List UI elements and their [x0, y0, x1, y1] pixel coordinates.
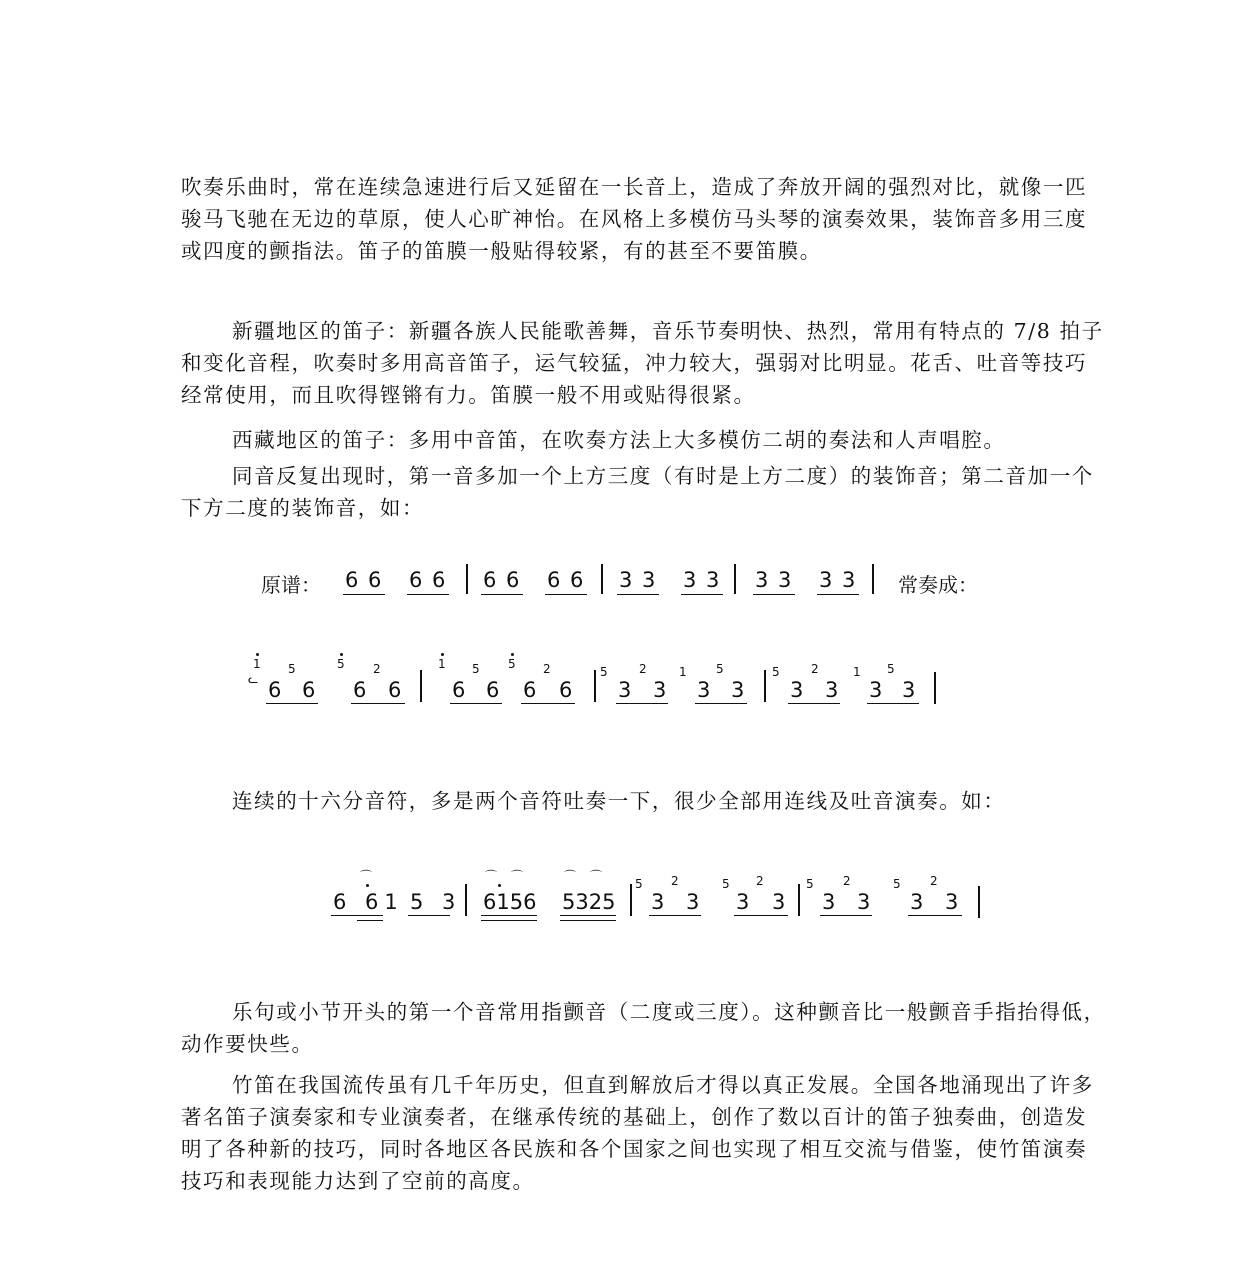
- note: 6: [547, 568, 561, 592]
- note: 6: [483, 568, 497, 592]
- paragraph-tibet: 西藏地区的笛子：多用中音笛，在吹奏方法上大多模仿二胡的奏法和人声唱腔。: [232, 428, 1006, 452]
- note: 6: [345, 568, 359, 592]
- slur-mark: ⌒: [360, 869, 373, 883]
- grace-note: 2: [930, 874, 938, 888]
- beam-underline: [820, 915, 872, 916]
- beam-underline: [331, 915, 383, 916]
- grace-note: 5: [806, 877, 814, 891]
- octave-dot: [366, 884, 369, 887]
- paragraph-inner-mongolia: 吹奏乐曲时，常在连续急速进行后又延留在一长音上，造成了奔放开阔的强烈对比，就像一匹骏马飞驰在无边的草原，使人心旷神怡。在风格上多模仿马头琴的演奏效果，装饰音多用三度或四度的颤指法。笛子的笛膜一般贴得较紧，有的甚至不要笛膜。: [181, 175, 1088, 263]
- grace-note: 2: [756, 874, 764, 888]
- paragraph-xinjiang: 新疆地区的笛子：新疆各族人民能歌善舞，音乐节奏明快、热烈，常用有特点的 7/8 拍子和变化音程，吹奏时多用高音笛子，运气较猛，冲力较大，强弱对比明显。花舌、吐音等技巧经常使用，而且吹得铿锵有力。笛膜一般不用或贴得很紧。: [181, 319, 1104, 407]
- note: 6: [452, 678, 466, 702]
- slur-mark: ⌒: [564, 869, 577, 883]
- bar-line: [465, 884, 467, 916]
- bar-line: [798, 884, 800, 916]
- note: 6: [486, 678, 500, 702]
- note: 3: [642, 568, 656, 592]
- grace-note: 2: [843, 874, 851, 888]
- paragraph-sixteenth-notes: 连续的十六分音符，多是两个音符吐奏一下，很少全部用连线及吐音演奏。如：: [232, 789, 1006, 813]
- note: 6: [559, 678, 573, 702]
- note-group: 5 3: [410, 890, 462, 914]
- note: 3: [825, 678, 839, 702]
- label-original-score: 原谱：: [261, 573, 321, 597]
- grace-note: 2: [811, 662, 819, 676]
- bar-line: [978, 886, 980, 918]
- note: 6: [523, 678, 537, 702]
- note: 3: [618, 678, 632, 702]
- note: 3: [697, 678, 711, 702]
- grace-note: 5: [716, 662, 724, 676]
- paragraph-bamboo-flute-history: 竹笛在我国流传虽有几千年历史，但直到解放后才得以真正发展。全国各地涌现出了许多著名笛子演奏家和专业演奏者，在继承传统的基础上，创作了数以百计的笛子独奏曲，创造发明了各种新的技巧，同时各地区各民族和各个国家之间也实现了相互交流与借鉴，使竹笛演奏技巧和表现能力达到了空前的高度。: [181, 1073, 1094, 1193]
- note: 6: [506, 568, 520, 592]
- grace-note: 5: [635, 877, 643, 891]
- note: 6: [268, 678, 282, 702]
- slur-mark: ⌒: [511, 869, 524, 883]
- beam-underline-double: [560, 920, 616, 921]
- beam-underline: [481, 915, 537, 916]
- bar-line: [630, 884, 632, 916]
- grace-note: 5: [772, 665, 780, 679]
- grace-note: 1: [438, 657, 446, 671]
- note: 6: [353, 678, 367, 702]
- slur-mark: ⌒: [485, 869, 498, 883]
- grace-note: 5: [472, 662, 480, 676]
- grace-note: 2: [639, 662, 647, 676]
- beam-underline: [734, 915, 788, 916]
- grace-note: 5: [887, 662, 895, 676]
- note-group: 5325: [562, 890, 616, 914]
- note: 3: [683, 568, 697, 592]
- note: 3: [902, 678, 916, 702]
- beam-underline: [908, 915, 962, 916]
- beam-underline: [649, 915, 701, 916]
- grace-note: 5: [337, 657, 345, 671]
- note: 3: [619, 568, 633, 592]
- note: 6: [409, 568, 423, 592]
- note: 6: [368, 568, 382, 592]
- note: 6: [388, 678, 402, 702]
- grace-note: 5: [893, 877, 901, 891]
- note: 6: [302, 678, 316, 702]
- note: 3: [772, 890, 786, 914]
- grace-tie: ᓚ: [248, 672, 259, 686]
- note: 3: [731, 678, 745, 702]
- note: 3: [778, 568, 792, 592]
- note: 3: [842, 568, 856, 592]
- grace-note: 5: [288, 662, 296, 676]
- note: 3: [686, 890, 700, 914]
- beam-underline-double: [481, 920, 537, 921]
- note: 6: [570, 568, 584, 592]
- grace-note: 5: [600, 665, 608, 679]
- note: 3: [755, 568, 769, 592]
- beam-underline-double: [357, 920, 383, 921]
- note: 3: [819, 568, 833, 592]
- grace-note: 2: [373, 662, 381, 676]
- beam-underline: [560, 915, 616, 916]
- slur-mark: ⌒: [590, 869, 603, 883]
- note: 3: [822, 890, 836, 914]
- note: 6: [432, 568, 446, 592]
- grace-note: 5: [722, 877, 730, 891]
- grace-note: 1: [679, 665, 687, 679]
- note: 3: [736, 890, 750, 914]
- note: 3: [910, 890, 924, 914]
- label-played-as: 常奏成：: [898, 573, 978, 597]
- note: 3: [790, 678, 804, 702]
- note: 3: [869, 678, 883, 702]
- grace-note: 2: [671, 874, 679, 888]
- grace-note: 1: [853, 665, 861, 679]
- note: 3: [651, 890, 665, 914]
- paragraph-repeated-notes: 同音反复出现时，第一音多加一个上方三度（有时是上方二度）的装饰音；第二音加一个下方二度的装饰音，如：: [181, 464, 1094, 520]
- paragraph-finger-trill: 乐句或小节开头的第一个音常用指颤音（二度或三度）。这种颤音比一般颤音手指抬得低，动作要快些。: [181, 1000, 1106, 1056]
- note-group: 6156: [483, 890, 537, 914]
- grace-note: 1: [253, 657, 261, 671]
- grace-note: 5: [508, 657, 516, 671]
- note: 3: [945, 890, 959, 914]
- note: 3: [706, 568, 720, 592]
- note-group: 6 61: [333, 890, 404, 914]
- octave-dot: [498, 884, 501, 887]
- note: 3: [857, 890, 871, 914]
- grace-note: 2: [543, 662, 551, 676]
- note: 3: [653, 678, 667, 702]
- beam-underline: [408, 915, 450, 916]
